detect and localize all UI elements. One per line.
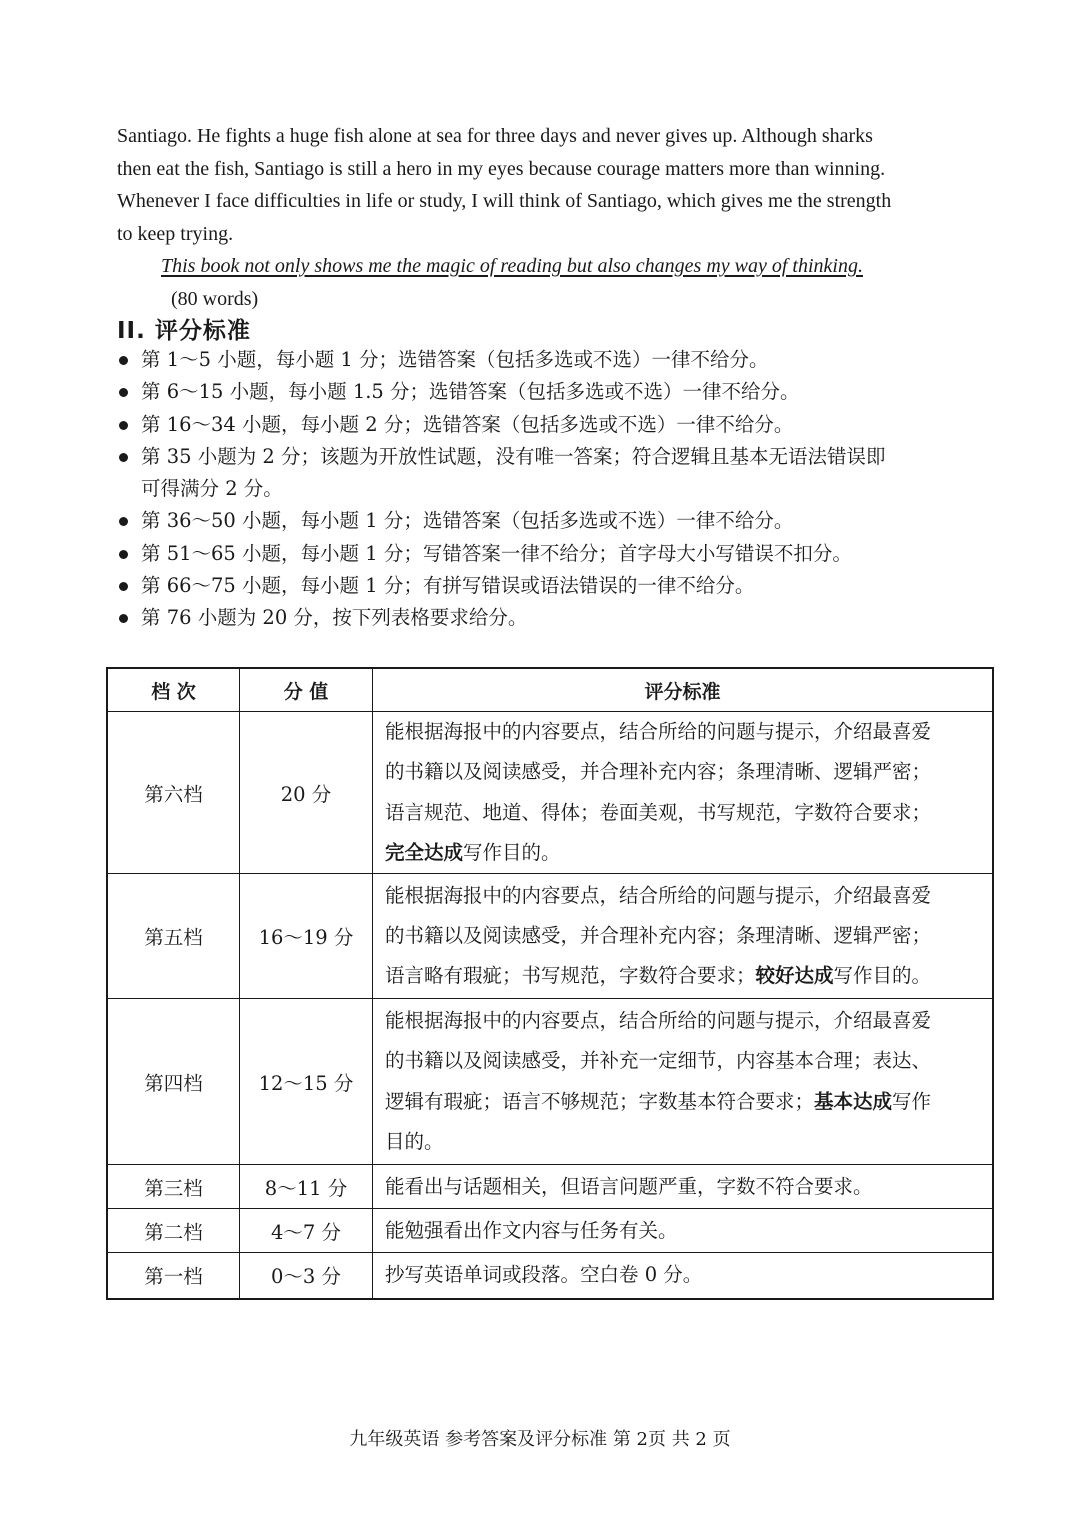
essay-line: to keep trying. [117,222,234,245]
criteria-line: 能根据海报中的内容要点，结合所给的问题与提示，介绍最喜爱 [385,720,932,743]
level-cell: 第二档 [107,1209,240,1253]
rule-item [117,570,977,602]
rule-text: 第 36～50 小题，每小题 1 分；选错答案（包括多选或不选）一律不给分。 [141,509,794,533]
criteria-line: 目的。 [385,1129,444,1153]
rule-text: 可得满分 2 分。 [141,477,283,501]
score-cell: 8～11 分 [240,1165,373,1209]
closing-sentence: This book not only shows me the magic of reading but also changes my way of thinking. [161,255,863,277]
essay-passage [117,120,977,315]
rule-item [117,409,977,441]
bullet-icon [119,517,128,526]
header-level: 档 次 [107,668,240,712]
criteria-line: 语言规范、地道、得体；卷面美观，书写规范，字数符合要求； [385,800,932,824]
criteria-text: 写作 [892,1089,932,1113]
essay-line: Santiago. He fights a huge fish alone at sea for three days and never gives up. Although sharks [117,125,873,147]
criteria-line: 能根据海报中的内容要点，结合所给的问题与提示，介绍最喜爱 [385,1009,932,1033]
score-cell: 20 分 [240,712,373,874]
criteria-line [385,1082,982,1122]
rule-text: 第 16～34 小题，每小题 2 分；选错答案（包括多选或不选）一律不给分。 [141,412,794,436]
page-footer: 九年级英语 参考答案及评分标准 第 2页 共 2 页 [349,1429,731,1450]
criteria-emphasis: 基本达成 [814,1089,893,1113]
bullet-icon [119,614,128,623]
essay-paragraph [117,120,977,250]
table-header-row [107,668,993,712]
table-row [107,1165,993,1209]
level-cell: 第三档 [107,1165,240,1209]
rule-text: 第 51～65 小题，每小题 1 分；写错答案一律不给分；首字母大小写错误不扣分。 [141,541,852,565]
rule-item [117,376,977,408]
header-criteria: 评分标准 [373,668,994,712]
criteria-line: 的书籍以及阅读感受，并合理补充内容；条理清晰、逻辑严密； [385,760,932,784]
rule-text: 第 66～75 小题，每小题 1 分；有拼写错误或语法错误的一律不给分。 [141,574,755,598]
rule-text: 第 35 小题为 2 分；该题为开放性试题，没有唯一答案；符合逻辑且基本无语法错误即 [141,444,886,468]
criteria-text: 逻辑有瑕疵；语言不够规范；字数基本符合要求； [385,1089,815,1113]
rule-item [117,538,977,570]
bullet-icon [119,550,128,559]
score-cell: 4～7 分 [240,1209,373,1253]
level-cell: 第一档 [107,1253,240,1299]
bullet-icon [119,388,128,397]
criteria-cell: 抄写英语单词或段落。空白卷 0 分。 [373,1253,994,1299]
criteria-line [385,833,982,873]
section-heading: II. 评分标准 [117,318,251,344]
scoring-rules-list [117,344,977,635]
rule-text: 第 76 小题为 20 分，按下列表格要求给分。 [141,606,528,630]
criteria-line: 的书籍以及阅读感受，并补充一定细节，内容基本合理；表达、 [385,1049,932,1073]
essay-line: then eat the fish, Santiago is still a hero in my eyes because courage matters more than winning. [117,157,886,180]
criteria-line [385,956,982,996]
header-score: 分 值 [240,668,373,712]
rule-item [117,441,977,506]
essay-line: Whenever I face difficulties in life or study, I will think of Santiago, which gives me the strength [117,190,892,212]
table-row [107,874,993,999]
criteria-cell: 能看出与话题相关，但语言问题严重，字数不符合要求。 [373,1165,994,1209]
table-row [107,1253,993,1299]
criteria-cell [373,999,994,1165]
rule-item [117,344,977,376]
criteria-text: 写作目的。 [463,840,561,864]
criteria-text: 写作目的。 [833,964,932,988]
table-row [107,1209,993,1253]
criteria-cell [373,874,994,999]
criteria-cell: 能勉强看出作文内容与任务有关。 [373,1209,994,1253]
level-cell: 第五档 [107,874,240,999]
criteria-cell [373,712,994,874]
rule-text: 第 1～5 小题，每小题 1 分；选错答案（包括多选或不选）一律不给分。 [141,348,769,371]
rule-text: 第 6～15 小题，每小题 1.5 分；选错答案（包括多选或不选）一律不给分。 [141,380,800,404]
table-row [107,712,993,874]
word-count: (80 words) [171,287,259,310]
rule-item [117,505,977,537]
criteria-text: 语言略有瑕疵；书写规范，字数符合要求； [385,964,756,988]
grading-table [106,667,994,1300]
bullet-icon [119,453,128,462]
bullet-icon [119,582,128,591]
criteria-line: 能根据海报中的内容要点，结合所给的问题与提示，介绍最喜爱 [385,883,932,907]
score-cell: 12～15 分 [240,999,373,1165]
rule-item [117,602,977,634]
bullet-icon [119,356,128,365]
level-cell: 第四档 [107,999,240,1165]
criteria-emphasis: 完全达成 [385,840,464,864]
table-row [107,999,993,1165]
criteria-emphasis: 较好达成 [755,964,834,988]
bullet-icon [119,421,128,430]
score-cell: 16～19 分 [240,874,373,999]
score-cell: 0～3 分 [240,1253,373,1299]
criteria-line: 的书籍以及阅读感受，并合理补充内容；条理清晰、逻辑严密； [385,924,932,948]
level-cell: 第六档 [107,712,240,874]
